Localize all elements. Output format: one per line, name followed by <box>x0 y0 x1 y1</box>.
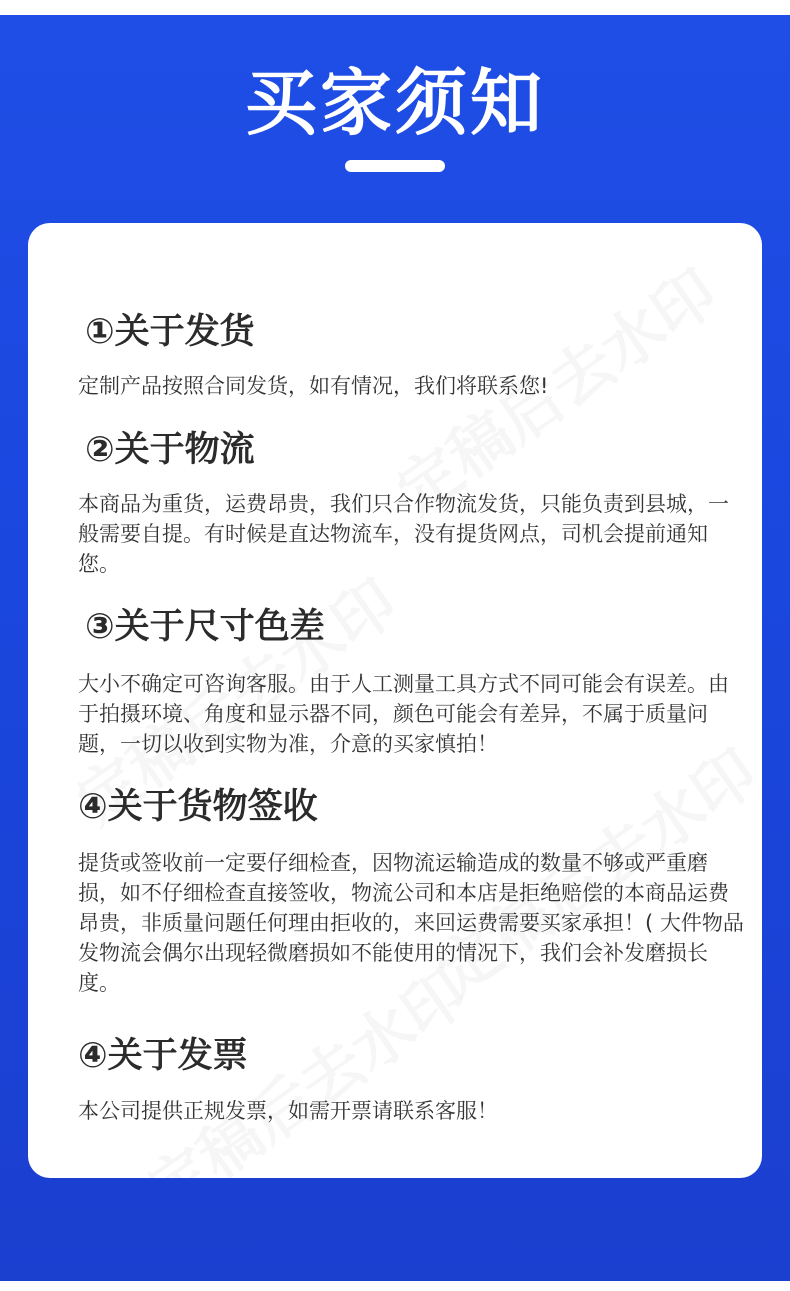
section-body-logistics: 本商品为重货，运费昂贵，我们只合作物流发货，只能负责到县城，一般需要自提。有时候是直达物流车，没有提货网点，司机会提前通知您。 <box>78 492 729 576</box>
section-heading-invoice: ④关于发票 <box>78 1036 248 1076</box>
notice-card <box>28 223 762 1178</box>
section-body-receipt: 提货或签收前一定要仔细检查，因物流运输造成的数量不够或严重磨损，如不仔细检查直接签收，物流公司和本店是拒绝赔偿的本商品运费昂贵，非质量问题任何理由拒收的，来回运费需要买家承担！( 大件物品发物流会偶尔出现轻微磨损如不能使用的情况下，我们会补发磨损长度。 <box>78 851 744 995</box>
section-body-shipping: 定制产品按照合同发货，如有情况，我们将联系您! <box>78 374 549 398</box>
section-body-invoice: 本公司提供正规发票，如需开票请联系客服！ <box>78 1099 498 1123</box>
section-heading-receipt: ④关于货物签收 <box>78 787 318 827</box>
section-heading-size-color: ③关于尺寸色差 <box>85 607 325 647</box>
title-underline-bar <box>345 160 445 172</box>
page-title: 买家须知 <box>244 61 545 145</box>
section-heading-logistics: ②关于物流 <box>85 430 255 470</box>
section-heading-shipping: ①关于发货 <box>85 312 255 352</box>
section-body-size-color: 大小不确定可咨询客服。由于人工测量工具方式不同可能会有误差。由于拍摄环境、角度和显示器不同，颜色可能会有差异，不属于质量问题，一切以收到实物为准，介意的买家慎拍！ <box>78 672 729 756</box>
